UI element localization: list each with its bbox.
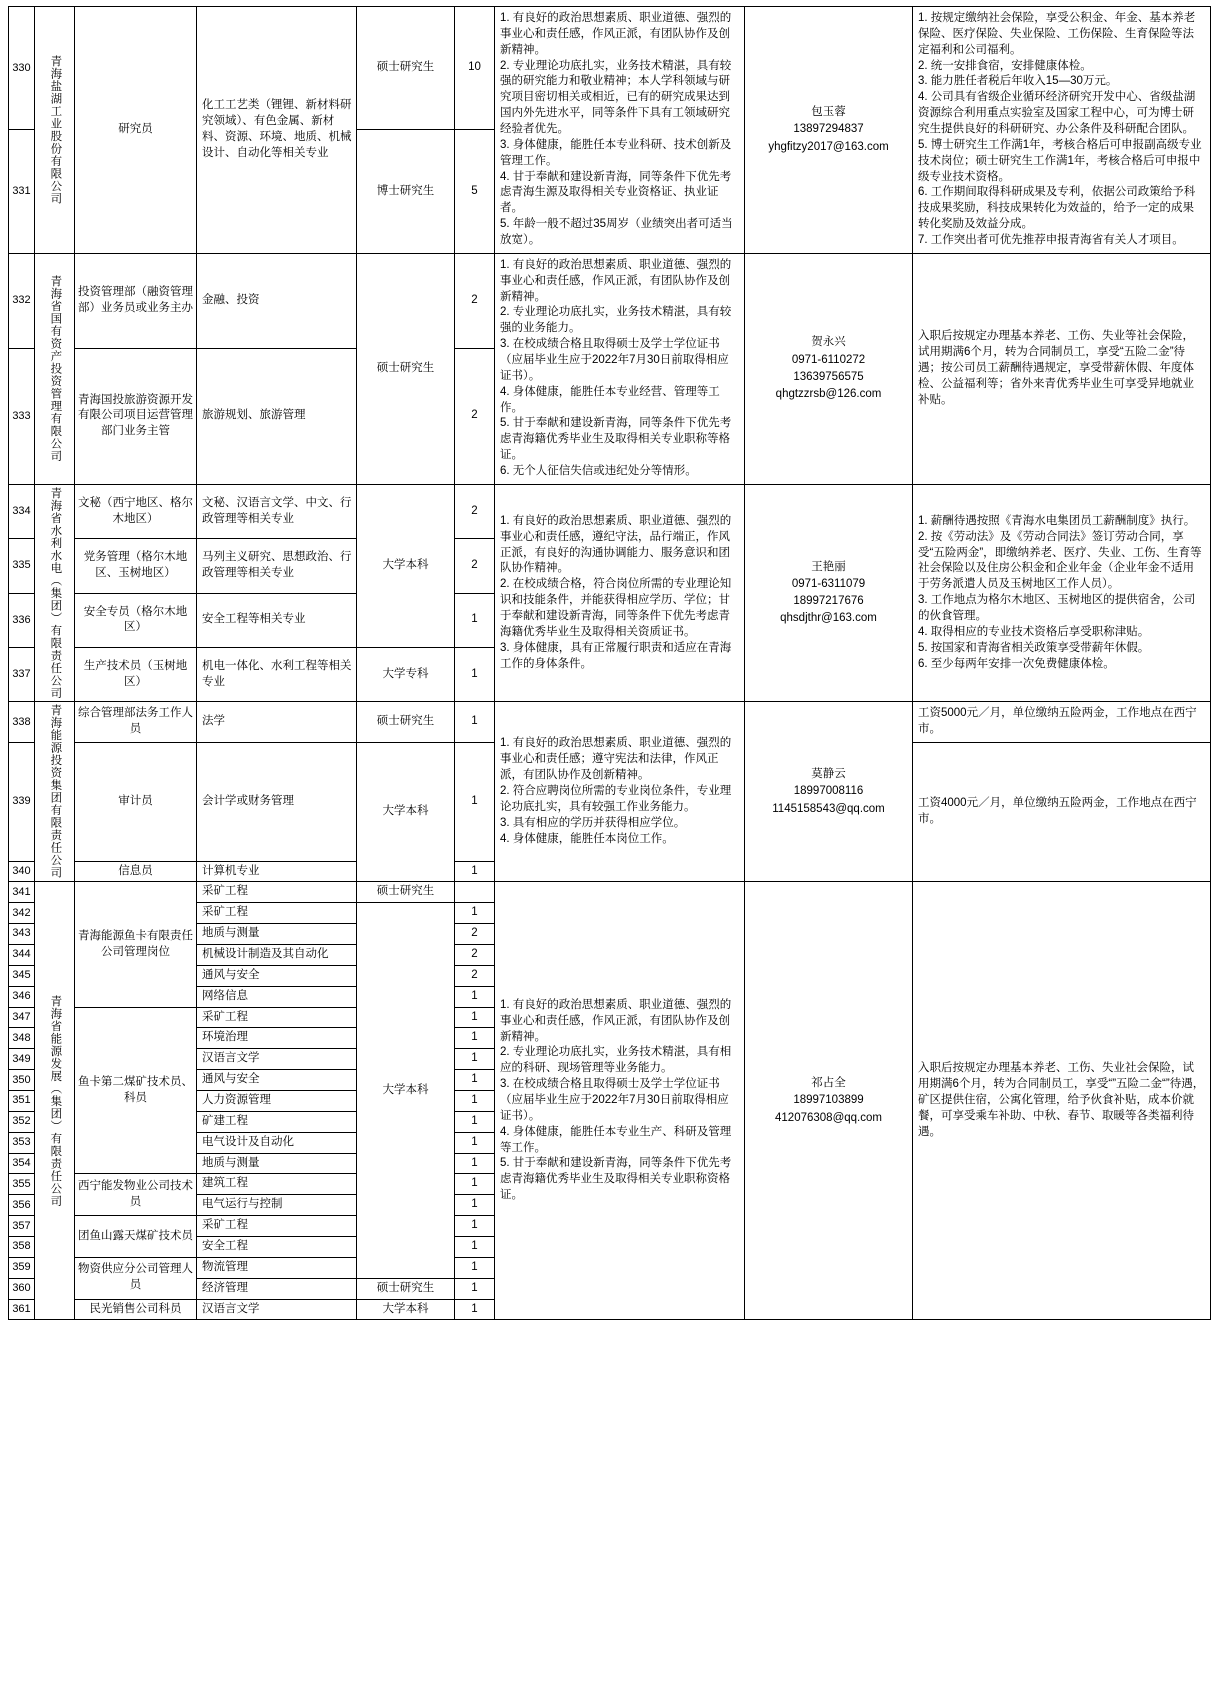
row-no: 361 [9,1299,35,1320]
treatment-line: 5. 按国家和青海省相关政策享受带薪年休假。 [918,641,1150,654]
contact-cell [745,253,913,484]
unit-label: 青海省能源发展（集团）有限责任公司 [49,994,62,1208]
count-cell: 2 [455,539,495,593]
major-cell: 人力资源管理 [197,1091,357,1112]
recruitment-table [8,6,1211,1320]
contact-cell [745,7,913,254]
treatment-line: 2. 统一安排食宿，安排健康体检。 [918,59,1092,72]
major-cell: 通风与安全 [197,1070,357,1091]
unit-cell [35,253,75,484]
row-no: 353 [9,1132,35,1153]
major-cell: 建筑工程 [197,1174,357,1195]
treatment-line: 2. 按《劳动法》及《劳动合同法》签订劳动合同，享受“五险两金”，即缴纳养老、医疗、失业、工伤、生育等社会保险以及住房公积金和企业年金（企业年金不适用于劳务派遣人员及玉树地区工作人员）。 [918,530,1202,591]
row-no: 360 [9,1278,35,1299]
contact-name: 贺永兴 [811,336,846,349]
count-cell: 1 [455,1195,495,1216]
post-cell: 物资供应分公司管理人员 [75,1257,197,1299]
row-no: 344 [9,945,35,966]
condition-line: 3. 身体健康，能胜任本专业科研、技术创新及管理工作。 [500,138,732,167]
row-no: 357 [9,1216,35,1237]
major-cell: 旅游规划、旅游管理 [197,348,357,484]
row-no: 336 [9,593,35,647]
major-cell: 文秘、汉语言文学、中文、行政管理等相关专业 [197,484,357,538]
education-cell: 硕士研究生 [357,253,455,484]
count-cell: 1 [455,593,495,647]
count-cell: 1 [455,1049,495,1070]
row-no: 332 [9,253,35,348]
major-cell: 汉语言文学 [197,1299,357,1320]
count-cell: 1 [455,1257,495,1278]
post-cell: 西宁能发物业公司技术员 [75,1174,197,1216]
treatment-line: 5. 博士研究生工作满1年，考核合格后可申报副高级专业技术岗位；硕士研究生工作满1年，考核合格后可申报中级专业技术资格。 [918,138,1202,183]
major-cell: 电气运行与控制 [197,1195,357,1216]
contact-name: 包玉蓉 [811,106,846,119]
post-cell: 安全专员（格尔木地区） [75,593,197,647]
table-row [9,253,1211,348]
post-cell: 信息员 [75,861,197,882]
major-cell: 会计学或财务管理 [197,743,357,861]
conditions-cell [495,702,745,882]
education-cell: 硕士研究生 [357,1278,455,1299]
row-no: 359 [9,1257,35,1278]
row-no: 342 [9,903,35,924]
contact-email: qhgtzzrsb@126.com [775,388,882,401]
row-no: 347 [9,1007,35,1028]
treatment-cell [913,484,1211,702]
condition-line: 2. 专业理论功底扎实，业务技术精湛，具有较强的研究能力和敬业精神；本人学科领域与研究项目密切相关或相近，已有的研究成果达到国内外先进水平，同等条件下具有工领域研究经验者优先。 [500,59,732,136]
post-cell: 投资管理部（融资管理部）业务员或业务主办 [75,253,197,348]
count-cell: 1 [455,1070,495,1091]
major-cell: 汉语言文学 [197,1049,357,1070]
row-no: 343 [9,924,35,945]
condition-line: 3. 在校成绩合格且取得硕士及学士学位证书（应届毕业生应于2022年7月30日前取得相应证书）。 [500,338,729,382]
education-cell: 硕士研究生 [357,7,455,130]
row-no: 341 [9,882,35,903]
row-no: 348 [9,1028,35,1049]
condition-line: 4. 身体健康，能胜任本专业生产、科研及管理等工作。 [500,1125,732,1154]
major-cell: 矿建工程 [197,1111,357,1132]
condition-line: 4. 甘于奉献和建设新青海，同等条件下优先考虑青海生源及取得相关专业资格证、执业证者。 [500,170,732,215]
condition-line: 1. 有良好的政治思想素质、职业道德、强烈的事业心和责任感，作风正派，有团队协作及创新精神。 [500,258,732,303]
post-cell: 综合管理部法务工作人员 [75,702,197,743]
row-no: 338 [9,702,35,743]
post-cell: 党务管理（格尔木地区、玉树地区） [75,539,197,593]
contact-cell [745,882,913,1320]
table-row [9,7,1211,130]
treatment-line: 入职后按规定办理基本养老、工伤、失业等社会保险，试用期满6个月，转为合同制员工，享受“五险二金”待遇；按公司员工薪酬待遇规定，享受带薪休假、年度体检、公益福利等；省外来青优秀毕业生可享受异地就业补贴。 [918,330,1194,406]
count-cell: 1 [455,1111,495,1132]
education-cell: 大学专科 [357,648,455,702]
count-cell: 1 [455,1007,495,1028]
condition-line: 1. 有良好的政治思想素质、职业道德、强烈的事业心和责任感；遵守宪法和法律，作风正派，有团队协作及创新精神。 [500,737,732,782]
unit-label: 青海省国有资产投资管理有限公司 [49,275,62,463]
row-no: 352 [9,1111,35,1132]
condition-line: 5. 甘于奉献和建设新青海，同等条件下优先考虑青海籍优秀毕业生及取得相关专业职称等格证。 [500,417,732,462]
count-cell: 2 [455,253,495,348]
conditions-cell [495,7,745,254]
major-cell: 马列主义研究、思想政治、行政管理等相关专业 [197,539,357,593]
treatment-cell [913,7,1211,254]
count-cell: 1 [455,1278,495,1299]
unit-label: 青海盐湖工业股份有限公司 [49,54,62,205]
count-cell: 2 [455,924,495,945]
condition-line: 5. 甘于奉献和建设新青海，同等条件下优先考虑青海籍优秀毕业生及取得相关专业职称资格证。 [500,1157,732,1202]
count-cell: 1 [455,1174,495,1195]
major-cell: 经济管理 [197,1278,357,1299]
post-cell: 青海国投旅游资源开发有限公司项目运营管理部门业务主管 [75,348,197,484]
major-cell: 采矿工程 [197,1216,357,1237]
treatment-line: 入职后按规定办理基本养老、工伤、失业社会保险，试用期满6个月，转为合同制员工，享受“”五险二金“”待遇，矿区提供住宿，公寓化管理，给予伙食补贴，成本价就餐，可享受乘车补助、中秋、春节、取暖等各类福利待遇。 [918,1062,1205,1138]
post-cell: 团鱼山露天煤矿技术员 [75,1216,197,1258]
row-no: 333 [9,348,35,484]
major-cell: 计算机专业 [197,861,357,882]
count-cell: 5 [455,130,495,253]
major-cell: 机械设计制造及其自动化 [197,945,357,966]
treatment-cell: 工资4000元／月，单位缴纳五险两金，工作地点在西宁市。 [913,743,1211,882]
contact-email: 1145158543@qq.com [772,802,885,815]
post-cell: 民光销售公司科员 [75,1299,197,1320]
conditions-cell [495,253,745,484]
count-cell: 1 [455,986,495,1007]
treatment-cell: 工资5000元／月，单位缴纳五险两金，工作地点在西宁市。 [913,702,1211,743]
row-no: 358 [9,1237,35,1258]
row-no: 349 [9,1049,35,1070]
count-cell: 1 [455,1132,495,1153]
post-cell: 生产技术员（玉树地区） [75,648,197,702]
count-cell: 10 [455,7,495,130]
count-cell: 1 [455,1091,495,1112]
row-no: 334 [9,484,35,538]
condition-line: 5. 年龄一般不超过35周岁（业绩突出者可适当放宽）。 [500,218,733,247]
count-cell: 1 [455,1028,495,1049]
major-cell: 化工工艺类（锂锂、新材料研究领域）、有色金属、新材料、资源、环境、地质、机械设计、自动化等相关专业 [197,7,357,254]
major-cell: 采矿工程 [197,1007,357,1028]
count-cell: 1 [455,1299,495,1320]
unit-cell [35,882,75,1320]
row-no: 337 [9,648,35,702]
row-no: 350 [9,1070,35,1091]
contact-phone: 13897294837 [793,123,864,136]
condition-line: 1. 有良好的政治思想素质、职业道德、强烈的事业心和责任感，遵纪守法，品行端正，作风正派，有良好的沟通协调能力、服务意识和团队协作精神。 [500,514,732,575]
count-cell: 1 [455,861,495,882]
row-no: 345 [9,965,35,986]
major-cell: 通风与安全 [197,965,357,986]
treatment-line: 6. 工作期间取得科研成果及专利，依据公司政策给予科技成果奖励，科技成果转化为效益的，给予一定的成果转化奖励及效益分成。 [918,186,1196,231]
contact-cell [745,484,913,702]
treatment-cell [913,882,1211,1320]
count-cell: 1 [455,1237,495,1258]
condition-line: 4. 身体健康，能胜任本专业经营、管理等工作。 [500,385,720,414]
row-no: 354 [9,1153,35,1174]
contact-cell [745,702,913,882]
row-no: 355 [9,1174,35,1195]
condition-line: 2. 专业理论功底扎实，业务技术精湛，具有相应的科研、现场管理等业务能力。 [500,1046,732,1075]
treatment-line: 1. 薪酬待遇按照《青海水电集团员工薪酬制度》执行。 [918,514,1196,527]
contact-phone: 0971-6110272 [791,353,866,366]
unit-cell [35,484,75,702]
major-cell: 法学 [197,702,357,743]
row-no: 330 [9,7,35,130]
contact-name: 王艳丽 [811,560,846,573]
treatment-line: 7. 工作突出者可优先推荐申报青海省有关人才项目。 [918,234,1184,247]
row-no: 339 [9,743,35,861]
count-cell: 2 [455,945,495,966]
condition-line: 2. 专业理论功底扎实，业务技术精湛，具有较强的业务能力。 [500,306,732,335]
condition-line: 6. 无个人征信失信或违纪处分等情形。 [500,465,697,478]
count-cell: 1 [455,743,495,861]
treatment-line: 6. 至少每两年安排一次免费健康体检。 [918,657,1115,670]
post-cell: 文秘（西宁地区、格尔木地区） [75,484,197,538]
table-row [9,702,1211,743]
treatment-line: 4. 公司具有省级企业循环经济研究开发中心、省级盐湖资源综合利用重点实验室及国家工程中心，可为博士研究生提供良好的科研研究、办公条件及科研配合团队。 [918,91,1196,136]
row-no: 331 [9,130,35,253]
row-no: 351 [9,1091,35,1112]
table-row [9,882,1211,903]
contact-phone-2: 18997217676 [793,595,864,608]
post-cell: 鱼卡第二煤矿技术员、科员 [75,1007,197,1174]
count-cell: 1 [455,702,495,743]
contact-name: 莫静云 [811,768,846,781]
unit-cell [35,702,75,882]
row-no: 340 [9,861,35,882]
count-cell: 1 [455,1216,495,1237]
condition-line: 1. 有良好的政治思想素质、职业道德、强烈的事业心和责任感，作风正派，有团队协作及创新精神。 [500,998,732,1043]
education-cell: 大学本科 [357,1299,455,1320]
major-cell: 环境治理 [197,1028,357,1049]
contact-phone: 0971-6311079 [791,577,866,590]
major-cell: 采矿工程 [197,882,357,903]
treatment-line: 3. 能力胜任者税后年收入15—30万元。 [918,75,1118,88]
treatment-line: 1. 按规定缴纳社会保险，享受公积金、年金、基本养老保险、医疗保险、失业保险、工伤保险、生育保险等法定福利和公司福利。 [918,12,1196,56]
count-cell [455,882,495,903]
count-cell: 2 [455,965,495,986]
table-row [9,484,1211,538]
row-no: 335 [9,539,35,593]
unit-cell [35,7,75,254]
count-cell: 1 [455,1153,495,1174]
contact-phone: 18997103899 [793,1094,864,1107]
post-cell: 研究员 [75,7,197,254]
contact-name: 祁占全 [811,1077,846,1090]
major-cell: 安全工程 [197,1237,357,1258]
unit-label: 青海能源投资集团有限责任公司 [49,704,62,880]
condition-line: 3. 身体健康，具有正常履行职责和适应在青海工作的身体条件。 [500,641,732,670]
treatment-line: 4. 取得相应的专业技术资格后享受职称津贴。 [918,625,1150,638]
contact-phone-2: 13639756575 [793,370,864,383]
major-cell: 金融、投资 [197,253,357,348]
education-cell: 硕士研究生 [357,702,455,743]
condition-line: 4. 身体健康，能胜任本岗位工作。 [500,832,674,845]
count-cell: 2 [455,484,495,538]
post-cell: 青海能源鱼卡有限责任公司管理岗位 [75,882,197,1007]
unit-label: 青海省水利水电（集团）有限责任公司 [49,486,62,700]
treatment-cell [913,253,1211,484]
education-cell: 大学本科 [357,743,455,882]
post-cell: 审计员 [75,743,197,861]
education-cell: 大学本科 [357,484,455,647]
condition-line: 3. 具有相应的学历并获得相应学位。 [500,816,686,829]
conditions-cell [495,484,745,702]
condition-line: 2. 符合应聘岗位所需的专业岗位条件，专业理论功底扎实，具有较强工作业务能力。 [500,784,732,813]
major-cell: 机电一体化、水利工程等相关专业 [197,648,357,702]
major-cell: 电气设计及自动化 [197,1132,357,1153]
contact-phone: 18997008116 [793,785,864,798]
major-cell: 地质与测量 [197,924,357,945]
education-cell: 硕士研究生 [357,882,455,903]
education-cell: 博士研究生 [357,130,455,253]
contact-email: 412076308@qq.com [775,1111,882,1124]
contact-email: yhgfitzy2017@163.com [768,140,889,153]
major-cell: 网络信息 [197,986,357,1007]
condition-line: 3. 在校成绩合格且取得硕士及学士学位证书（应届毕业生应于2022年7月30日前取得相应证书）。 [500,1078,729,1122]
condition-line: 2. 在校成绩合格，符合岗位所需的专业理论知识和技能条件，并能获得相应学历、学位；甘于奉献和建设新青海，同等条件下优先考虑青海籍优秀毕业生及取得相关资质证书。 [500,578,732,638]
condition-line: 1. 有良好的政治思想素质、职业道德、强烈的事业心和责任感，作风正派，有团队协作及创新精神。 [500,12,732,56]
count-cell: 2 [455,348,495,484]
major-cell: 地质与测量 [197,1153,357,1174]
contact-email: qhsdjthr@163.com [780,612,877,625]
major-cell: 物流管理 [197,1257,357,1278]
row-no: 356 [9,1195,35,1216]
row-no: 346 [9,986,35,1007]
count-cell: 1 [455,903,495,924]
education-cell: 大学本科 [357,903,455,1278]
major-cell: 安全工程等相关专业 [197,593,357,647]
major-cell: 采矿工程 [197,903,357,924]
conditions-cell [495,882,745,1320]
count-cell: 1 [455,648,495,702]
treatment-line: 3. 工作地点为格尔木地区、玉树地区的提供宿舍，公司的伙食管理。 [918,594,1196,623]
